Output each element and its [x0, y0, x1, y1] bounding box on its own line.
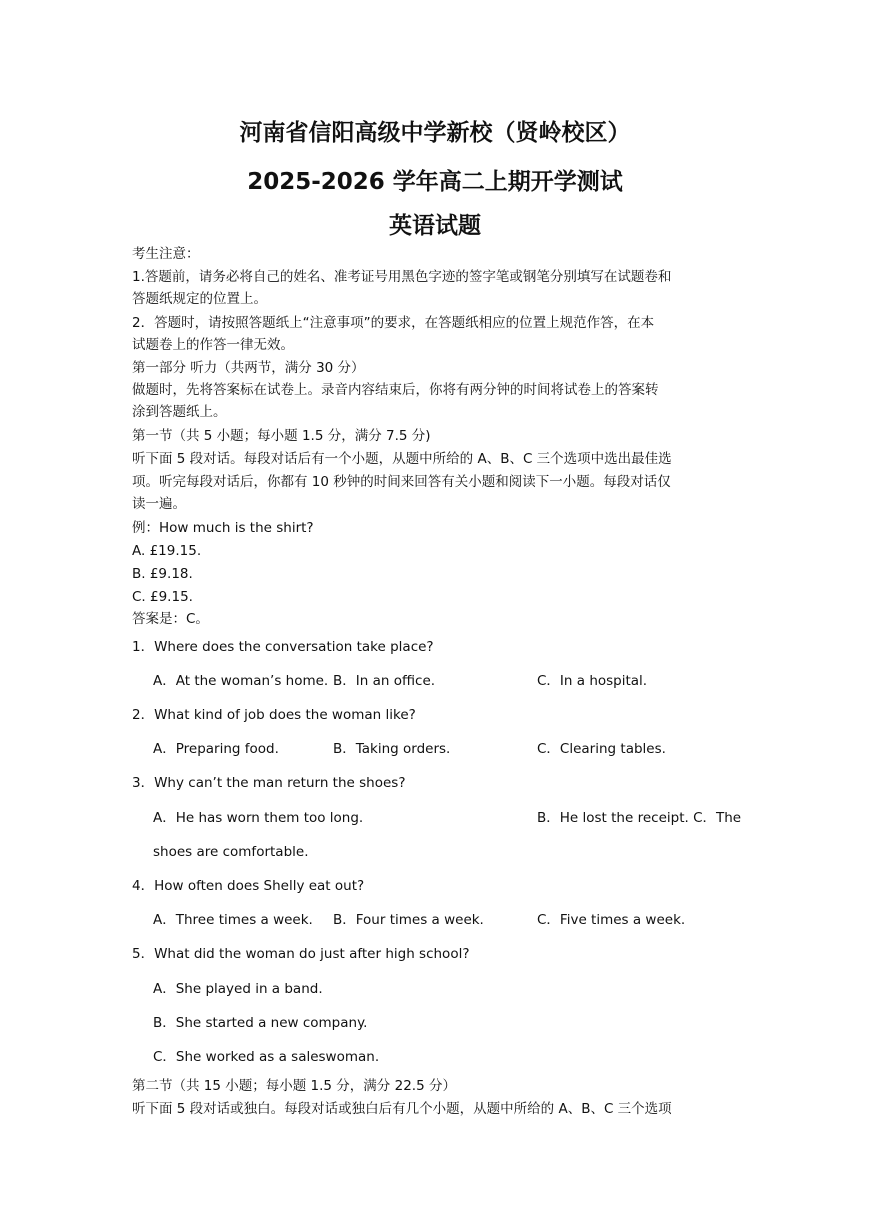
notice-title: 考生注意： [132, 246, 200, 262]
question-option-c: C．Five times a week. [537, 912, 686, 928]
section1-instruction-line3: 读一遍。 [132, 496, 186, 512]
section1-heading: 第一节（共 5 小题；每小题 1.5 分，满分 7.5 分) [132, 428, 431, 444]
question-stem: 1．Where does the conversation take place? [132, 639, 434, 655]
question-option-a: A．She played in a band. [153, 981, 323, 997]
subject-title: 英语试题 [389, 213, 481, 239]
question-stem: 5．What did the woman do just after high school? [132, 946, 470, 962]
example-option-b: B. £9.18. [132, 566, 193, 582]
school-title: 河南省信阳高级中学新校（贤岭校区） [239, 120, 631, 146]
part1-heading: 第一部分 听力（共两节，满分 30 分） [132, 360, 365, 376]
question-option-b: B．In an office. [333, 673, 436, 689]
question-option-b: B．She started a new company. [153, 1015, 368, 1031]
question-option-b: B．Four times a week. [333, 912, 484, 928]
question-option-c: C．In a hospital. [537, 673, 648, 689]
section2-instruction-line1: 听下面 5 段对话或独白。每段对话或独白后有几个小题，从题中所给的 A、B、C 三个选项 [132, 1101, 672, 1117]
notice-item2-line2: 试题卷上的作答一律无效。 [132, 337, 294, 353]
question-option-a: A．At the woman’s home. [153, 673, 329, 689]
question-option-a: A．Preparing food. [153, 741, 279, 757]
notice-item1-line2: 答题纸规定的位置上。 [132, 291, 267, 307]
question-option-c: C．Clearing tables. [537, 741, 666, 757]
notice-item2-line1: 2．答题时，请按照答题纸上“注意事项”的要求，在答题纸相应的位置上规范作答，在本 [132, 315, 655, 331]
section1-instruction-line1: 听下面 5 段对话。每段对话后有一个小题，从题中所给的 A、B、C 三个选项中选出最佳选 [132, 451, 672, 467]
question-option-c: shoes are comfortable. [153, 844, 309, 860]
question-option-a: A．He has worn them too long. [153, 810, 364, 826]
question-option-c: C．She worked as a saleswoman. [153, 1049, 380, 1065]
question-option-a: A．Three times a week. [153, 912, 313, 928]
notice-item1-line1: 1.答题前，请务必将自己的姓名、准考证号用黑色字迹的签字笔或钢笔分别填写在试题卷和 [132, 269, 672, 285]
question-option-b: B．Taking orders. [333, 741, 451, 757]
question-stem: 2．What kind of job does the woman like? [132, 707, 416, 723]
term-title: 2025-2026 学年高二上期开学测试 [247, 169, 623, 195]
question-option-b: B．He lost the receipt. C．The [537, 810, 742, 826]
question-stem: 4．How often does Shelly eat out? [132, 878, 365, 894]
part1-instruction-line1: 做题时，先将答案标在试卷上。录音内容结束后，你将有两分钟的时间将试卷上的答案转 [132, 382, 659, 398]
example-option-c: C. £9.15. [132, 589, 193, 605]
question-stem: 3．Why can’t the man return the shoes? [132, 775, 406, 791]
section1-instruction-line2: 项。听完每段对话后，你都有 10 秒钟的时间来回答有关小题和阅读下一小题。每段对话仅 [132, 474, 671, 490]
example-option-a: A. £19.15. [132, 543, 202, 559]
example-answer: 答案是：C。 [132, 611, 209, 627]
example-question: 例：How much is the shirt? [132, 520, 314, 536]
part1-instruction-line2: 涂到答题纸上。 [132, 404, 227, 420]
section2-heading: 第二节（共 15 小题；每小题 1.5 分，满分 22.5 分） [132, 1078, 456, 1094]
